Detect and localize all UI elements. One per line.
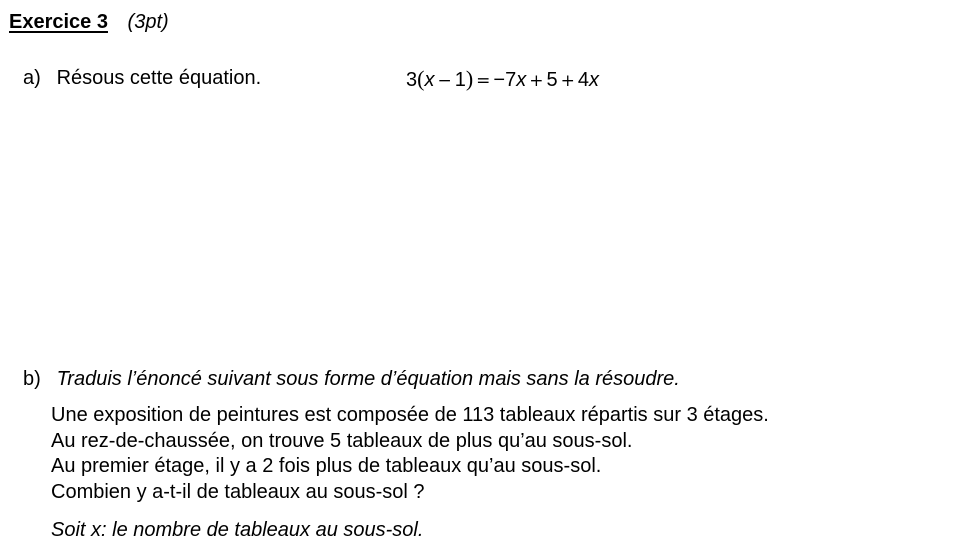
equation-lhs-coefficient: 3 bbox=[406, 69, 418, 91]
equation-four: 4 bbox=[577, 69, 589, 91]
equation-minus: − bbox=[437, 71, 452, 91]
part-b-label: b) bbox=[23, 368, 41, 390]
exercise-points: (3pt) bbox=[127, 11, 169, 33]
equation-equals: = bbox=[476, 71, 491, 91]
part-a-question bbox=[23, 65, 261, 91]
problem-line: Au rez-de-chaussée, on trouve 5 tableaux de plus qu’au sous-sol. bbox=[51, 429, 633, 452]
problem-line: Au premier étage, il y a 2 fois plus de tableaux qu’au sous-sol. bbox=[51, 455, 602, 477]
part-a-label: a) bbox=[23, 67, 41, 89]
equation-plus: + bbox=[560, 71, 575, 91]
equation-neg-seven: −7 bbox=[493, 69, 517, 91]
equation-close-paren: ) bbox=[465, 66, 474, 91]
exercise-title: Exercice 3 bbox=[9, 11, 108, 33]
problem-line: Combien y a-t-il de tableaux au sous-sol ? bbox=[51, 480, 425, 503]
equation-five: 5 bbox=[546, 69, 558, 91]
part-b-question bbox=[23, 366, 680, 392]
equation-plus: + bbox=[529, 71, 544, 91]
part-b-instruction: Traduis l’énoncé suivant sous forme d’équation mais sans la résoudre. bbox=[56, 368, 680, 390]
problem-statement bbox=[51, 403, 769, 505]
equation-variable-x: x bbox=[424, 69, 435, 91]
equation-one: 1 bbox=[454, 69, 466, 91]
problem-line: Une exposition de peintures est composée de 113 tableaux répartis sur 3 étages. bbox=[51, 404, 769, 426]
part-a-instruction: Résous cette équation. bbox=[56, 67, 262, 89]
equation-variable-x: x bbox=[516, 69, 527, 91]
variable-definition: Soit x: le nombre de tableaux au sous-sol. bbox=[51, 519, 424, 541]
equation-open-paren: ( bbox=[417, 66, 425, 91]
equation-variable-x: x bbox=[588, 69, 599, 91]
exercise-header bbox=[9, 9, 169, 35]
equation bbox=[406, 66, 599, 94]
